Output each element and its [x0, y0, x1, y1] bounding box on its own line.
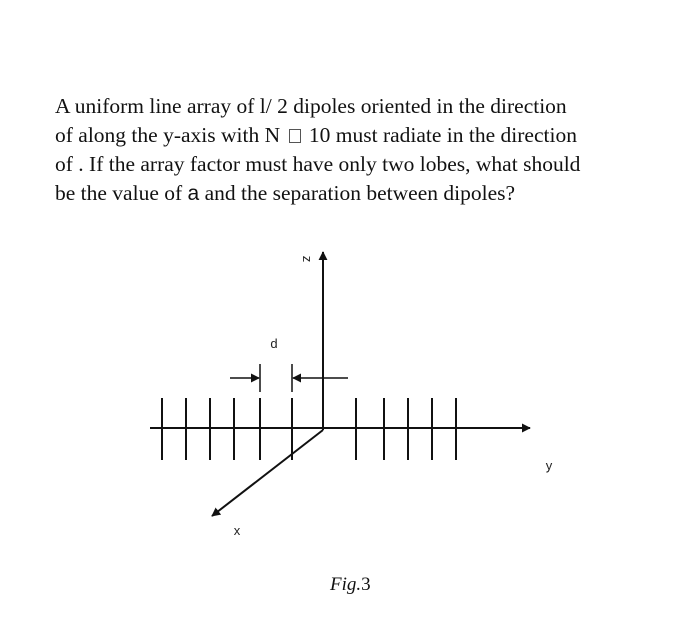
question-line-3: of . If the array factor must have only two lobes, what should [55, 152, 581, 176]
alpha-symbol: a [187, 182, 200, 205]
x-axis [212, 430, 323, 516]
x-axis-label: x [233, 523, 241, 538]
question-line-4-end: and the separation between dipoles? [204, 181, 516, 205]
figure-caption-label: Fig. [330, 574, 362, 595]
spacing-dimension [230, 364, 348, 392]
question-line-1: A uniform line array of l/ 2 dipoles oriented in the direction [55, 94, 567, 118]
figure-caption [329, 574, 371, 595]
z-axis-label: z [300, 255, 315, 263]
y-axis-label: y [545, 458, 553, 473]
question-line-2-start: of along the y-axis with N [55, 123, 281, 147]
spacing-label: d [270, 336, 278, 351]
question-line-4-start: be the value of [55, 181, 183, 205]
question-line-2-end: 10 must radiate in the direction [308, 123, 577, 147]
figure-caption-number: 3 [361, 574, 371, 595]
